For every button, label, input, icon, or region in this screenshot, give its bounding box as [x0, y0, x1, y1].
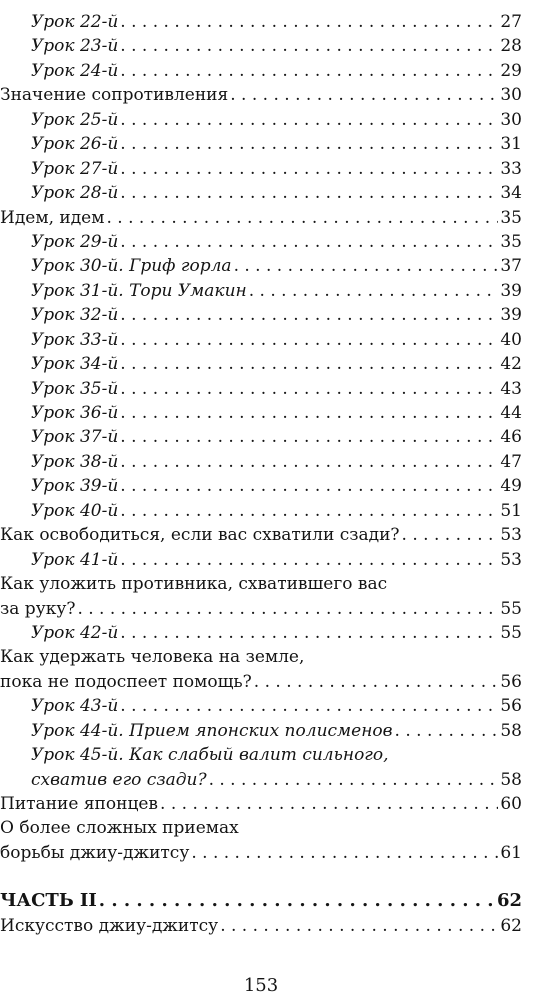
dot-leader: [120, 450, 498, 474]
toc-section-entry[interactable]: [0, 841, 522, 865]
dot-leader: [120, 694, 498, 718]
toc-lesson-entry[interactable]: [0, 230, 522, 254]
toc-entry-title: Урок 42-й: [31, 622, 119, 643]
toc-entry-title: Урок 29-й: [31, 231, 119, 252]
dot-leader: [120, 499, 498, 523]
toc-entry-page: 34: [500, 183, 522, 204]
toc-entry-page: 53: [500, 525, 522, 546]
toc-lesson-entry[interactable]: [0, 694, 522, 718]
toc-lesson-entry[interactable]: [0, 10, 522, 34]
toc-entry-page: 39: [500, 280, 522, 301]
toc-entry-title: Урок 28-й: [31, 183, 119, 204]
dot-leader: [77, 597, 498, 621]
toc-section-entry[interactable]: [0, 792, 522, 816]
toc-entry-page: 47: [500, 451, 522, 472]
toc-lesson-entry[interactable]: [0, 450, 522, 474]
toc-entry-page: 28: [500, 36, 522, 57]
toc-entry-title: Урок 27-й: [31, 158, 119, 179]
toc-entry-page: 51: [500, 500, 522, 521]
toc-entry-page: 44: [500, 403, 522, 423]
toc-entry-title: Урок 33-й: [31, 329, 119, 350]
toc-entry-title: Урок 44-й. Прием японских полисменов: [31, 720, 393, 741]
toc-entry-title: Урок 31-й. Тори Умакин: [31, 280, 247, 301]
toc-lesson-entry[interactable]: [0, 377, 522, 401]
toc-entry-title: Урок 26-й: [31, 134, 119, 155]
dot-leader: [120, 108, 498, 132]
dot-leader: [120, 157, 498, 181]
dot-leader: [120, 34, 498, 58]
toc-lesson-entry[interactable]: [0, 132, 522, 156]
toc-lesson-entry[interactable]: [0, 157, 522, 181]
toc-entry-title: борьбы джиу-джитсу: [0, 842, 190, 863]
dot-leader: [120, 548, 498, 572]
toc-entry-title-line: О более сложных приемах: [0, 818, 239, 839]
toc-entry-page: 43: [500, 378, 522, 399]
dot-leader: [220, 914, 498, 938]
dot-leader: [402, 523, 499, 547]
toc-section-entry[interactable]: [0, 523, 522, 547]
dot-leader: [209, 768, 499, 792]
toc-lesson-entry[interactable]: [0, 352, 522, 376]
dot-leader: [234, 254, 499, 278]
dot-leader: [254, 670, 499, 694]
toc-lesson-entry[interactable]: [0, 548, 522, 572]
toc-entry-title: Значение сопротивления: [0, 85, 229, 106]
toc-lesson-entry[interactable]: [0, 108, 522, 132]
toc-entry-page: 35: [500, 231, 522, 252]
toc-section-entry[interactable]: [0, 206, 522, 230]
toc-entry-title-line: Как уложить противника, схватившего вас: [0, 574, 388, 595]
toc-entry-title: Урок 32-й: [31, 305, 119, 326]
toc-entry-page: 42: [500, 354, 522, 375]
page-number: 153: [243, 975, 279, 996]
toc-lesson-entry[interactable]: [0, 279, 522, 303]
dot-leader: [120, 59, 498, 83]
toc-lesson-entry[interactable]: [0, 474, 522, 498]
toc-entry-title: Урок 25-й: [31, 109, 119, 130]
toc-entry-title: Урок 30-й. Гриф горла: [31, 256, 232, 277]
toc-entry-page: 62: [496, 890, 522, 912]
dot-leader: [120, 328, 498, 352]
toc-entry-page: 46: [500, 427, 522, 448]
toc-entry-title: Урок 24-й: [31, 60, 119, 81]
toc-entry-title: за руку?: [0, 598, 76, 619]
toc-entry-page: 37: [500, 256, 522, 277]
toc-entry-title: Урок 23-й: [31, 36, 119, 57]
toc-entry-page: 58: [500, 769, 522, 790]
dot-leader: [160, 792, 498, 816]
toc-entry-page: 30: [500, 109, 522, 130]
toc-entry-page: 49: [500, 476, 522, 497]
toc-section-entry[interactable]: [0, 670, 522, 694]
dot-leader: [120, 474, 498, 498]
toc-lesson-entry[interactable]: [0, 34, 522, 58]
toc-entry-title: Урок 34-й: [31, 354, 119, 375]
toc-entry-page: 30: [500, 85, 522, 106]
toc-entry-page: 60: [500, 794, 522, 814]
toc-entry-page: 35: [500, 207, 522, 228]
dot-leader: [120, 401, 498, 425]
toc-lesson-entry[interactable]: [0, 303, 522, 327]
toc-entry-page: 56: [500, 671, 522, 692]
toc-section-entry[interactable]: [0, 83, 522, 107]
toc-entry-title: Урок 41-й: [31, 549, 119, 570]
toc-entry-page: 39: [500, 305, 522, 326]
dot-leader: [120, 230, 498, 254]
toc-entry-page: 31: [500, 134, 522, 155]
toc-entry-title: пока не подоспеет помощь?: [0, 671, 252, 692]
toc-lesson-entry[interactable]: [0, 425, 522, 449]
toc-lesson-entry[interactable]: [0, 181, 522, 205]
table-of-contents: [0, 10, 522, 938]
dot-leader: [249, 279, 499, 303]
dot-leader: [120, 181, 498, 205]
toc-lesson-entry[interactable]: [0, 59, 522, 83]
dot-leader: [395, 719, 499, 743]
toc-lesson-entry[interactable]: [0, 401, 522, 425]
toc-lesson-entry[interactable]: [0, 621, 522, 645]
toc-entry-title: Питание японцев: [0, 794, 159, 814]
section-gap: [0, 865, 522, 889]
dot-leader: [120, 10, 498, 34]
toc-entry-page: 62: [500, 915, 522, 936]
dot-leader: [120, 425, 498, 449]
toc-entry-title: схватив его сзади?: [31, 769, 207, 790]
toc-entry-title: Урок 22-й: [31, 12, 119, 32]
toc-entry-title: Урок 40-й: [31, 500, 119, 521]
toc-entry-page: 55: [500, 622, 522, 643]
dot-leader: [106, 206, 498, 230]
toc-entry-page: 56: [500, 696, 522, 717]
toc-entry-page: 53: [500, 549, 522, 570]
toc-entry-title-line: Как удержать человека на земле,: [0, 647, 305, 668]
dot-leader: [120, 132, 498, 156]
dot-leader: [120, 377, 498, 401]
dot-leader: [230, 83, 498, 107]
toc-entry-title: ЧАСТЬ II: [0, 890, 97, 912]
toc-section-entry[interactable]: [0, 914, 522, 938]
toc-lesson-entry[interactable]: [0, 328, 522, 352]
toc-entry-page: 40: [500, 329, 522, 350]
dot-leader: [120, 621, 498, 645]
toc-entry-title: Идем, идем: [0, 207, 105, 228]
dot-leader: [120, 303, 498, 327]
toc-lesson-entry[interactable]: [0, 499, 522, 523]
toc-entry-title: Как освободиться, если вас схватили сзади?: [0, 525, 400, 546]
toc-section-entry[interactable]: [0, 597, 522, 621]
toc-entry-page: 55: [500, 598, 522, 619]
toc-entry-title: Урок 43-й: [31, 696, 119, 717]
toc-lesson-entry[interactable]: [0, 768, 522, 792]
toc-part-entry[interactable]: [0, 889, 522, 913]
toc-entry-title: Урок 38-й: [31, 451, 119, 472]
toc-entry-title: Урок 39-й: [31, 476, 119, 497]
toc-entry-page: 29: [500, 60, 522, 81]
toc-lesson-entry[interactable]: [0, 254, 522, 278]
dot-leader: [120, 352, 498, 376]
toc-entry-title: Искусство джиу-джитсу: [0, 915, 219, 936]
dot-leader: [99, 889, 495, 913]
toc-entry-title: Урок 35-й: [31, 378, 119, 399]
toc-lesson-entry[interactable]: [0, 719, 522, 743]
toc-entry-page: 27: [500, 12, 522, 32]
toc-entry-page: 33: [500, 158, 522, 179]
toc-entry-title: Урок 37-й: [31, 427, 119, 448]
toc-entry-title-line: Урок 45-й. Как слабый валит сильного,: [31, 745, 389, 766]
toc-entry-page: 61: [500, 842, 522, 863]
toc-entry-page: 58: [500, 720, 522, 741]
dot-leader: [191, 841, 498, 865]
toc-entry-title: Урок 36-й: [31, 403, 119, 423]
